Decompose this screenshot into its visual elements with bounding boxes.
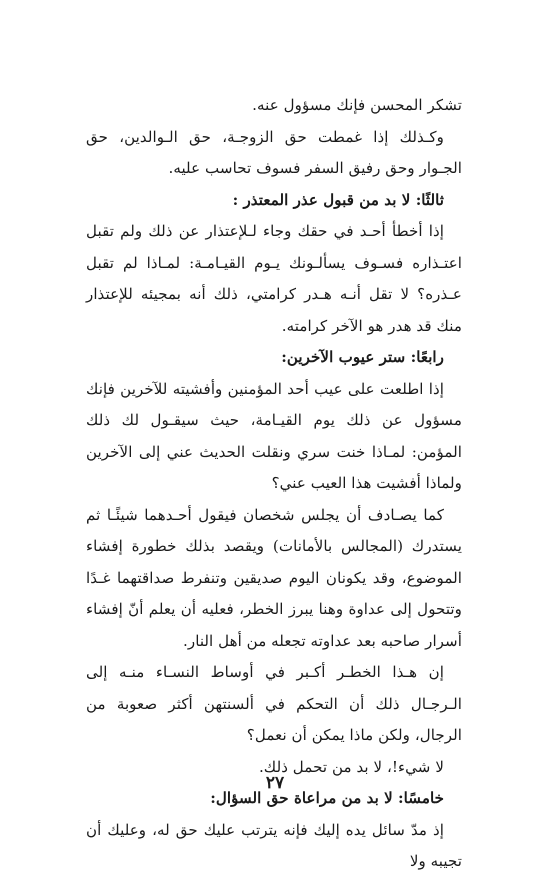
paragraph-1: تشكر المحسن فإنك مسؤول عنه.: [252, 96, 462, 114]
heading-fifth: خامسًا: لا بد من مراعاة حق السؤال:: [210, 789, 444, 807]
paragraph-4: إذا اطلعت على عيب أحد المؤمنين وأفشيته للآخرين فإنك مسؤول عن ذلك يوم القيـامة، حيث سيقـول لك ذلك المؤمن: لمـاذا خنت سري ونقلت الحديث عني إلى الآخرين ولماذا أفشيت هذا العيب عني؟: [86, 379, 462, 492]
paragraph-8: إذ مدّ سائل يده إليك فإنه يترتب عليك حق له، وعليك أن تجيبه ولا: [86, 820, 462, 870]
page-number: ٢٧: [265, 773, 285, 793]
page-text-body: [86, 90, 462, 878]
paragraph-6: إن هـذا الخطـر أكـبر في أوساط النسـاء منـه إلى الـرجـال ذلك أن التحكم في ألسنتهن أكثر صعوبة من الرجال، ولكن ماذا يمكن أن نعمل؟: [86, 663, 462, 744]
heading-third: ثالثًا: لا بد من قبول عذر المعتذر :: [232, 190, 444, 209]
paragraph-5: كما يصـادف أن يجلس شخصان فيقول أحـدهما شيئًـا ثم يستدرك (المجالس بالأمانات) ويقصد بذلك خطورة إفشاء الموضوع، وقد يكونان اليوم صديقين وتنفرط صداقتهما غـدًا وتتحول إلى عداوة وهنا يبرز الخطر، فعليه أن يعلم أنّ إفشاء أسرار صاحبه بعد عداوته تجعله من أهل النار.: [86, 505, 462, 650]
heading-fourth: رابعًا: ستر عيوب الآخرين:: [281, 348, 444, 366]
paragraph-3: إذا أخطأ أحـد في حقك وجاء لـلإعتذار عن ذلك ولم تقبل اعتـذاره فسـوف يسألـونك يـوم القيـامـة: لمـاذا لم تقبل عـذره؟ لا تقل أنـه هـدر كرامتي، ذلك أنه بمجيئه للإعتذار منك قد هدر هو الآخر كرامته.: [86, 222, 462, 335]
paragraph-2: وكـذلك إذا غمطت حق الزوجـة، حق الـوالدين، حق الجـوار وحق رفيق السفر فسوف تحاسب عليه.: [86, 127, 462, 177]
paragraph-7: لا شيء!، لا بد من تحمل ذلك.: [258, 757, 444, 776]
